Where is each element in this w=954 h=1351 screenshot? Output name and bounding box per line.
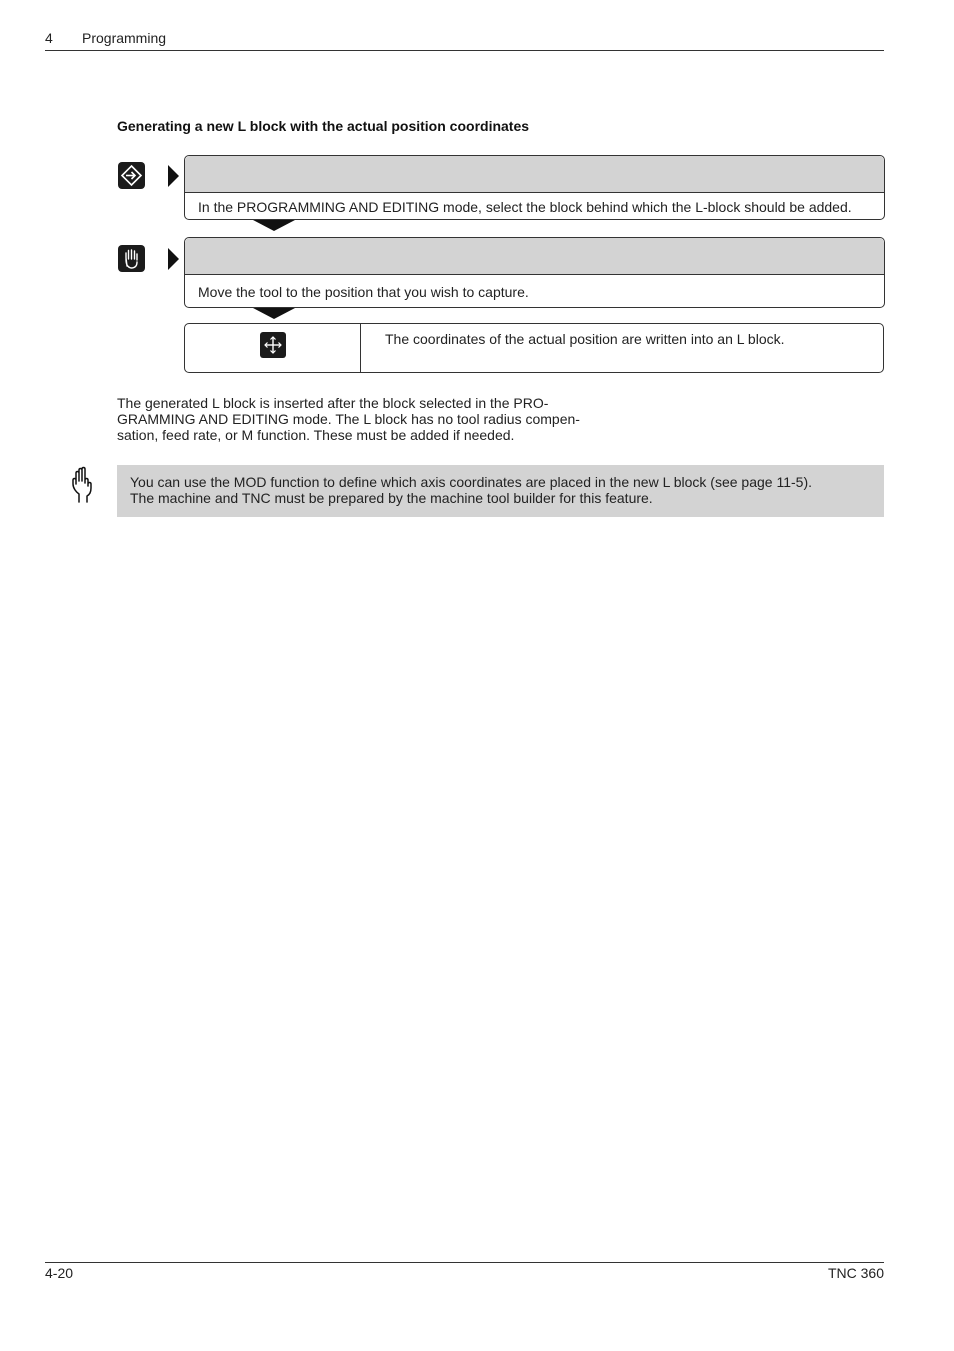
note-line-1: You can use the MOD function to define which axis coordinates are placed in the new L block (see page 11-5). <box>130 474 813 490</box>
step-1-header-bar <box>185 156 884 193</box>
step-2-header-bar <box>185 238 884 275</box>
actual-position-capture-key-icon <box>260 332 286 358</box>
description-paragraph <box>117 395 617 443</box>
note-line-2: The machine and TNC must be prepared by the machine tool builder for this feature. <box>130 490 653 506</box>
step-1-text: In the PROGRAMMING AND EDITING mode, select the block behind which the L-block should be added. <box>198 199 852 215</box>
footer-page-number: 4-20 <box>45 1265 74 1281</box>
pointing-hand-icon <box>70 466 98 504</box>
step-2-box <box>184 237 885 308</box>
note-box <box>117 465 884 517</box>
step-1-box <box>184 155 885 220</box>
programming-editing-mode-key-icon <box>118 162 145 189</box>
description-line-2: GRAMMING AND EDITING mode. The L block has no tool radius compen- <box>117 411 580 427</box>
description-line-1: The generated L block is inserted after the block selected in the PRO- <box>117 395 549 411</box>
result-box <box>184 323 884 373</box>
result-divider <box>360 324 361 372</box>
chapter-number: 4 <box>45 30 53 46</box>
step-2-text: Move the tool to the position that you wish to capture. <box>198 284 529 300</box>
description-line-3: sation, feed rate, or M function. These must be added if needed. <box>117 427 515 443</box>
result-text: The coordinates of the actual position are written into an L block. <box>385 331 785 347</box>
footer-product: TNC 360 <box>827 1265 884 1281</box>
step-1-down-arrow-icon <box>253 220 295 231</box>
step-2-arrow-icon <box>168 248 179 270</box>
header-rule <box>45 50 884 51</box>
step-1-arrow-icon <box>168 165 179 187</box>
manual-operation-hand-key-icon <box>118 245 145 272</box>
step-2-down-arrow-icon <box>253 308 295 319</box>
chapter-title: Programming <box>82 30 167 46</box>
section-title: Generating a new L block with the actual position coordinates <box>117 118 530 134</box>
footer-rule <box>45 1262 884 1263</box>
